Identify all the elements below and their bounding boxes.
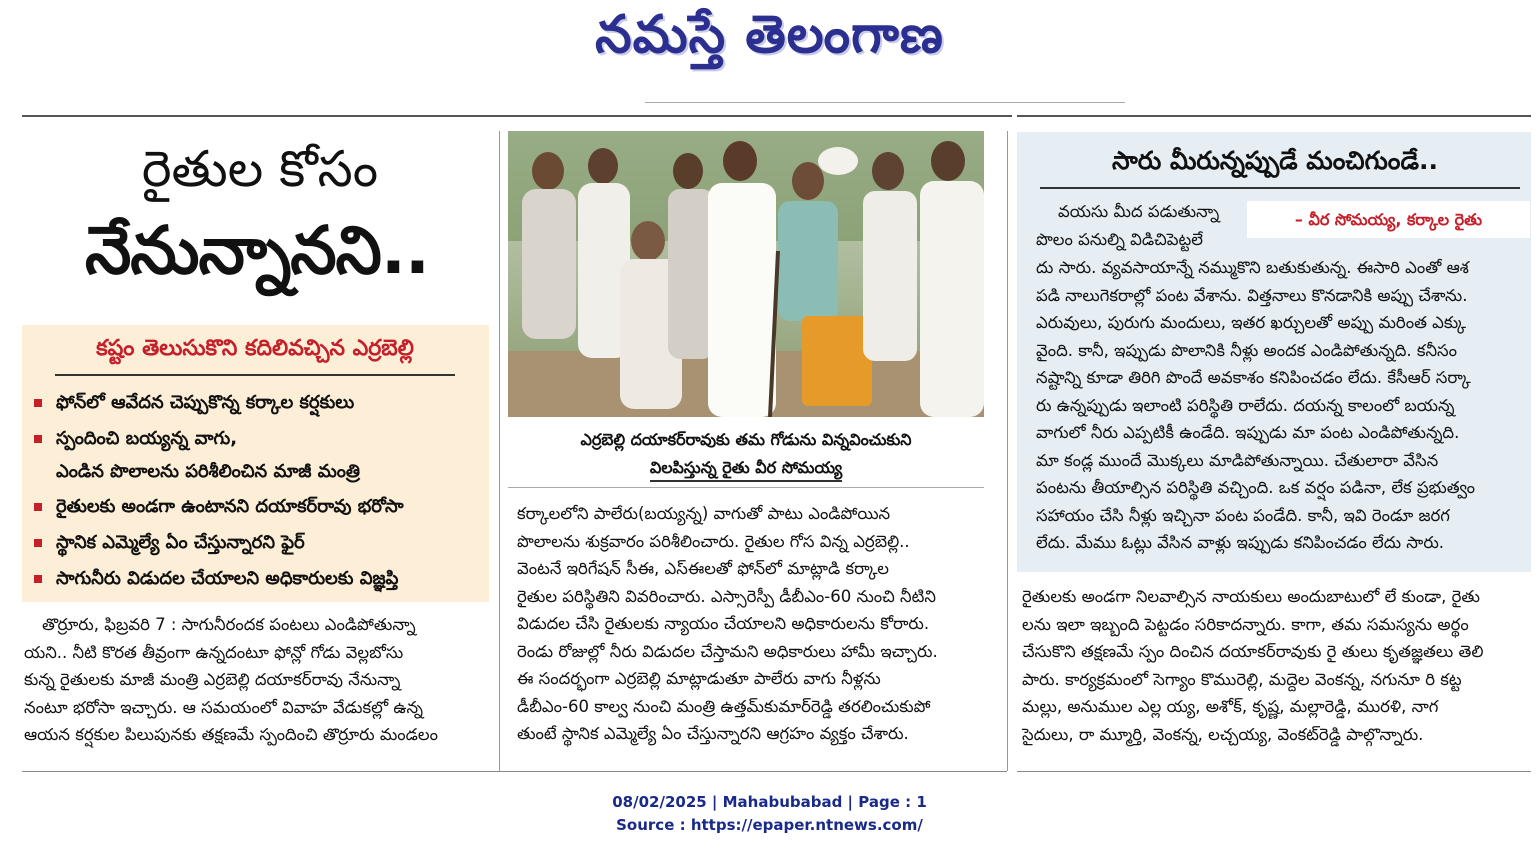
- quote-title: సారు మీరున్నప్పుడే మంచిగుండే..: [1112, 146, 1438, 175]
- quote-byline: – వీర సోమయ్య, కర్కాల రైతు: [1247, 201, 1530, 238]
- quote-text-top: వయసు మీద పడుతున్నా పొలం పనుల్ని విడిచిపెట్టలే: [1036, 202, 1220, 249]
- masthead-rule-center: [645, 102, 1125, 103]
- photo-caption: ఎర్రబెల్లి దయాకర్‌రావుకు తమ గోడును విన్నవించుకుని విలపిస్తున్న రైతు వీర సోమయ్య: [508, 426, 984, 482]
- column-divider-right: [1007, 131, 1008, 771]
- highlight-bullet: ఫోన్‌లో ఆవేదన చెప్పుకొన్న కర్కాల కర్షకులు: [34, 392, 354, 417]
- bullet-square-icon: [34, 435, 42, 443]
- highlight-bullet: స్పందించి బయ్యన్న వాగు,: [34, 428, 237, 453]
- headline-line-2: నేనున్నానని..: [84, 212, 430, 289]
- highlight-bullet-continuation: ఎండిన పొలాలను పరిశీలించిన మాజీ మంత్రి: [56, 461, 360, 482]
- highlights-title-rule: [55, 374, 455, 376]
- quote-text: దు సారు. వ్యవసాయాన్నే నమ్ముకొని బతుకుతున్న. ఈసారి ఎంతో ఆశ పడి నాలుగెకరాల్లో పంట వేశాను. విత్తనాలు కొనడానికి అప్పు చేశాను. ఎరువులు, పురుగు మందులు, ఇతర ఖర్చులతో అప్పు మరింత ఎక్కు వైంది. కానీ, ఇప్పుడు పొలానికి నీళ్లు అందక ఎండిపోతున్నది. కనీసం నష్టాన్ని కూడా తిరిగి పొందే అవకాశం కనిపించడం లేదు. కేసీఆర్ సర్కా రు ఉన్నప్పుడు ఇలాంటి పరిస్థితి రాలేదు. దయన్న కాలంలో బయన్న వాగులో నీరు ఎప్పటికీ ఉండేది. ఇప్పుడు మా పంట ఎండిపోతున్నది. మా కండ్ల ముందే మొక్కలు మాడిపోతున్నాయి. చేతులారా వేసిన పంటను తీయాల్సిన పరిస్థితి వచ్చింది. ఒక వర్షం పడినా, లేక ప్రభుత్వం సహాయం చేసి నీళ్లు ఇచ్చినా పంట పండేది. కానీ, ఇవి రెండూ జరగ లేదు. మేము ఓట్లు వేసిన వాళ్లు ఇప్పుడు కనిపించడం లేదు సారు.: [1036, 258, 1476, 552]
- bullet-square-icon: [34, 399, 42, 407]
- middle-body-text: కర్కాలలోని పాలేరు(బయ్యన్న) వాగుతో పాటు ఎండిపోయిన పొలాలను శుక్రవారం పరిశీలించారు. రైతుల గోస విన్న ఎర్రబెల్లి.. వెంటనే ఇరిగేషన్ సీఈ, ఎస్‌ఈలతో ఫోన్‌లో మాట్లాడి కర్కాల రైతుల పరిస్థితిని వివరించారు. ఎస్సారెస్పీ డీబీఎం-60 నుంచి నీటిని విడుదల చేసి రైతులకు న్యాయం చేయాలని అధికారులను కోరారు. రెండు రోజుల్లో నీరు విడుదల చేస్తామని అధికారులు హామీ ఇచ్చారు. ఈ సందర్భంగా ఎర్రబెల్లి మాట్లాడుతూ పాలేరు వాగు నీళ్లను డీబీఎం-60 కాల్వ నుంచి మంత్రి ఉత్తమ్‌కుమార్‌రెడ్డి తరలించుకుపో తుంటే స్థానిక ఎమ్మెల్యే ఏం చేస్తున్నారని ఆగ్రహం వ్యక్తం చేశారు.: [517, 504, 938, 743]
- bottom-rule-left: [22, 771, 1007, 772]
- masthead-rule-right: [1017, 115, 1531, 117]
- bullet-square-icon: [34, 539, 42, 547]
- column-divider-left: [499, 131, 500, 771]
- footer-edition-info: 08/02/2025 | Mahabubabad | Page : 1: [612, 793, 927, 811]
- left-body-text: తొర్రూరు, ఫిబ్రవరి 7 : సాగునీరందక పంటలు ఎండిపోతున్నా యని.. నీటి కొరత తీవ్రంగా ఉన్నదంటూ ఫోన్లో గోడు వెల్లబోసు కున్న రైతులకు మాజీ మంత్రి ఎర్రబెల్లి దయాకర్‌రావు నేనున్నా నంటూ భరోసా ఇచ్చారు. ఆ సమయంలో వివాహ వేడుకల్లో ఉన్న ఆయన కర్షకుల పిలుపునకు తక్షణమే స్పందించి తొర్రూరు మండలం: [24, 615, 438, 744]
- masthead-logo: నమస్తే తెలంగాణ: [595, 4, 944, 65]
- highlight-bullet: సాగునీరు విడుదల చేయాలని అధికారులకు విజ్ఞప్తి: [34, 568, 398, 593]
- bullet-square-icon: [34, 503, 42, 511]
- headline-line-1: రైతుల కోసం: [141, 140, 379, 198]
- bullet-square-icon: [34, 575, 42, 583]
- caption-rule: [508, 487, 984, 488]
- highlight-bullet: స్థానిక ఎమ్మెల్యే ఏం చేస్తున్నారని ఫైర్: [34, 532, 305, 557]
- quote-title-rule: [1040, 187, 1520, 189]
- masthead-rule-left: [22, 115, 1012, 117]
- bottom-rule-right: [1017, 771, 1531, 772]
- footer-source-link[interactable]: Source : https://epaper.ntnews.com/: [616, 816, 923, 834]
- highlights-title: కష్టం తెలుసుకొని కదిలివచ్చిన ఎర్రబెల్లి: [96, 336, 414, 361]
- farmers-photo-illustration: [508, 131, 984, 417]
- highlight-bullet: రైతులకు అండగా ఉంటానని దయాకర్‌రావు భరోసా: [34, 496, 404, 521]
- news-photo: [508, 131, 984, 417]
- right-body-text: రైతులకు అండగా నిలవాల్సిన నాయకులు అందుబాటులో లే కుండా, రైతు లను ఇలా ఇబ్బంది పెట్టడం సరికాదన్నారు. కాగా, తమ సమస్యను అర్థం చేసుకొని తక్షణమే స్పం దించిన దయాకర్‌రావుకు రై తులు కృతజ్ఞతలు తెలి పారు. కార్యక్రమంలో సెగ్యాం కొమురెల్లి, మద్దెల వెంకన్న, నగునూ రి కట్ట మల్లు, అనుముల ఎల్ల య్య, అశోక్, కృష్ణ, మల్లారెడ్డి, మురళి, నాగ సైదులు, రా మ్మూర్తి, వెంకన్న, లచ్చయ్య, వెంకట్‌రెడ్డి పాల్గొన్నారు.: [1022, 587, 1484, 744]
